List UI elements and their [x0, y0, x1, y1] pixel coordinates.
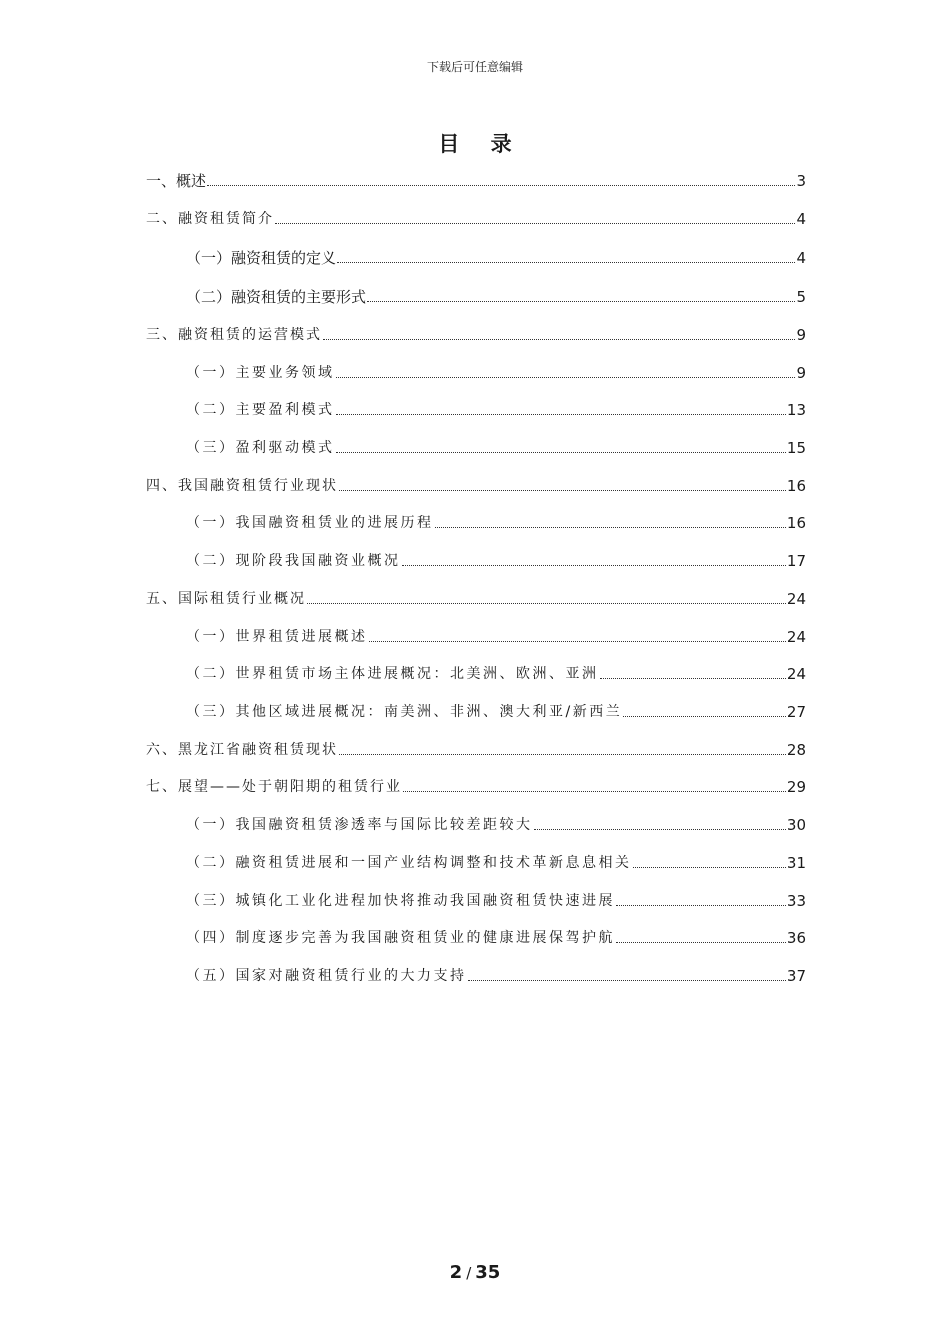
toc-leader [337, 262, 795, 263]
toc-entry-5[interactable] [146, 586, 806, 610]
toc-entry-7-2[interactable] [186, 850, 806, 874]
toc-entry-label: （一）世界租赁进展概述 [186, 629, 368, 645]
toc-entry-page: 27 [786, 703, 806, 721]
toc-entry-label: （二）世界租赁市场主体进展概况：北美洲、欧洲、亚洲 [186, 666, 599, 682]
toc-entry-7-3[interactable] [186, 888, 806, 912]
toc-entry-label: 五、国际租赁行业概况 [146, 591, 306, 607]
toc-leader [307, 603, 786, 604]
toc-entry-label: （四）制度逐步完善为我国融资租赁业的健康进展保驾护航 [186, 930, 615, 946]
total-pages: 35 [475, 1262, 501, 1283]
toc-leader [367, 301, 795, 302]
toc-entry-page: 17 [786, 552, 806, 570]
toc-entry-page: 30 [786, 816, 806, 834]
toc-entry-label: （一）主要业务领域 [186, 365, 335, 381]
toc-entry-page: 15 [786, 439, 806, 457]
toc-leader [275, 223, 795, 224]
toc-entry-2[interactable] [146, 206, 806, 230]
toc-entry-label: （五）国家对融资租赁行业的大力支持 [186, 968, 467, 984]
toc-entry-page: 16 [786, 477, 806, 495]
toc-leader [623, 716, 786, 717]
toc-entry-label: （一）融资租赁的定义 [186, 249, 337, 267]
toc-entry-label: 七、展望——处于朝阳期的租赁行业 [146, 779, 402, 795]
toc-entry-5-2[interactable] [186, 661, 806, 685]
toc-entry-3-2[interactable] [186, 397, 806, 421]
toc-entry-4-1[interactable] [186, 510, 806, 534]
toc-entry-page: 3 [796, 172, 806, 190]
toc-entry-1[interactable] [146, 168, 806, 192]
toc-entry-7-4[interactable] [186, 925, 806, 949]
toc-leader [207, 185, 795, 186]
toc-entry-page: 13 [786, 401, 806, 419]
toc-entry-page: 29 [786, 778, 806, 796]
toc-entry-7-5[interactable] [186, 963, 806, 987]
toc-entry-label: 六、黑龙江省融资租赁现状 [146, 742, 338, 758]
toc-entry-label: 三、融资租赁的运营模式 [146, 327, 322, 343]
toc-entry-page: 31 [786, 854, 806, 872]
toc-entry-4-2[interactable] [186, 548, 806, 572]
toc-leader [633, 867, 786, 868]
toc-entry-2-1[interactable] [186, 245, 806, 269]
toc-entry-page: 36 [786, 929, 806, 947]
toc-entry-label: 二、融资租赁简介 [146, 211, 274, 227]
toc-entry-page: 4 [796, 210, 806, 228]
toc-entry-label: （二）融资租赁进展和一国产业结构调整和技术革新息息相关 [186, 855, 632, 871]
toc-entry-page: 9 [796, 326, 806, 344]
toc-entry-label: （三）其他区域进展概况：南美洲、非洲、澳大利亚/新西兰 [186, 704, 623, 720]
toc-leader [403, 791, 786, 792]
toc-entry-page: 5 [796, 288, 806, 306]
toc-entry-label: （一）我国融资租赁渗透率与国际比较差距较大 [186, 817, 533, 833]
toc-entry-label: 四、我国融资租赁行业现状 [146, 478, 338, 494]
toc-leader [339, 754, 786, 755]
toc-entry-3-1[interactable] [186, 360, 806, 384]
page-header: 下载后可任意编辑 [426, 60, 523, 74]
toc-leader [336, 414, 786, 415]
toc-entry-label: 一、概述 [146, 172, 207, 190]
toc-entry-page: 4 [796, 249, 806, 267]
toc-entry-page: 24 [786, 628, 806, 646]
toc-entry-label: （三）盈利驱动模式 [186, 440, 335, 456]
toc-entry-page: 24 [786, 590, 806, 608]
toc-entry-label: （二）主要盈利模式 [186, 402, 335, 418]
toc-leader [468, 980, 786, 981]
toc-entry-page: 37 [786, 967, 806, 985]
toc-entry-2-2[interactable] [186, 284, 806, 308]
toc-entry-page: 16 [786, 514, 806, 532]
toc-entry-page: 9 [796, 364, 806, 382]
toc-leader [402, 565, 786, 566]
toc-entry-3-3[interactable] [186, 435, 806, 459]
toc-leader [336, 452, 786, 453]
toc-leader [339, 490, 786, 491]
toc-entry-page: 28 [786, 741, 806, 759]
toc-leader [616, 905, 786, 906]
toc-entry-5-1[interactable] [186, 624, 806, 648]
toc-leader [323, 339, 795, 340]
page-number [0, 1262, 950, 1283]
toc-entry-7-1[interactable] [186, 812, 806, 836]
toc-entry-6[interactable] [146, 737, 806, 761]
toc-leader [616, 942, 786, 943]
toc-entry-4[interactable] [146, 473, 806, 497]
toc-title: 目 录 [438, 132, 524, 156]
toc-leader [435, 527, 786, 528]
current-page: 2 [449, 1262, 463, 1283]
toc-entry-label: （二）现阶段我国融资业概况 [186, 553, 401, 569]
toc-entry-page: 33 [786, 892, 806, 910]
toc-leader [336, 377, 796, 378]
toc-entry-label: （三）城镇化工业化进程加快将推动我国融资租赁快速进展 [186, 893, 615, 909]
page-separator: / [466, 1264, 472, 1282]
toc-entry-5-3[interactable] [186, 699, 806, 723]
toc-entry-7[interactable] [146, 774, 806, 798]
toc-leader [534, 829, 786, 830]
toc-leader [600, 678, 786, 679]
toc-entry-page: 24 [786, 665, 806, 683]
toc-entry-label: （一）我国融资租赁业的进展历程 [186, 515, 434, 531]
toc-leader [369, 641, 786, 642]
toc-entry-label: （二）融资租赁的主要形式 [186, 288, 367, 306]
toc-entry-3[interactable] [146, 322, 806, 346]
